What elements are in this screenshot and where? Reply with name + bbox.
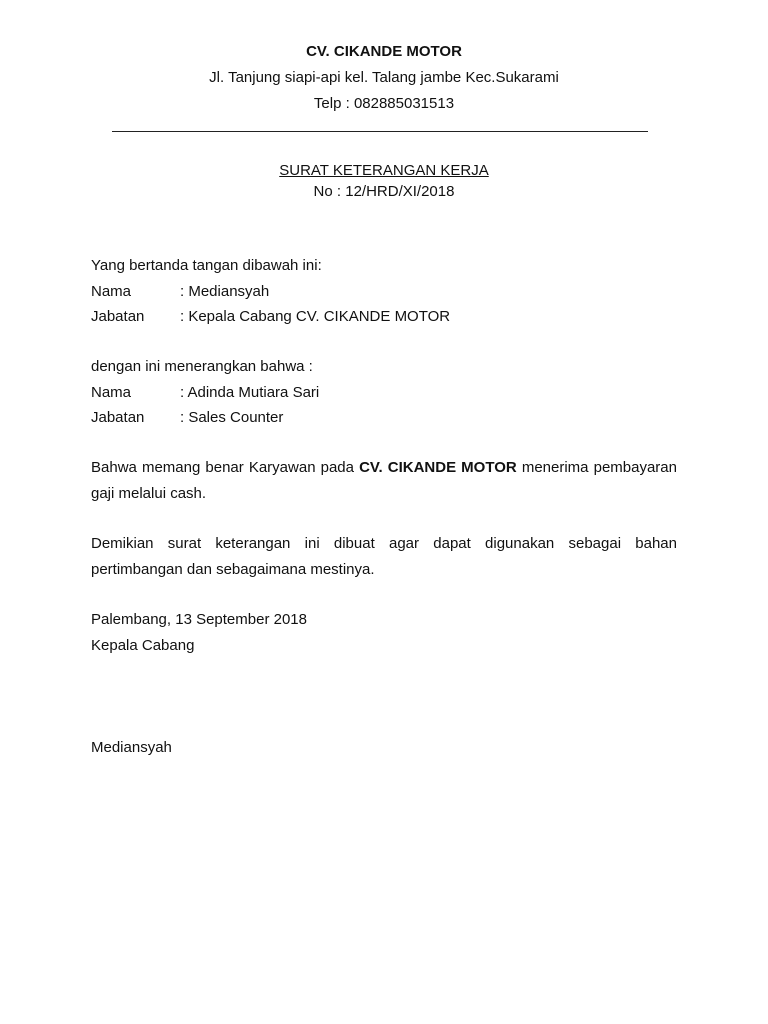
employee-position-value: : Sales Counter [180,409,284,426]
statement-pre: Bahwa memang benar Karyawan pada [91,459,360,476]
signer-name: Mediansyah [91,739,172,756]
signer-name-label: Nama [91,283,132,300]
signer-intro: Yang bertanda tangan dibawah ini: [91,257,322,274]
letterhead-divider [112,131,648,132]
statement-post: menerima pembayaran gaji melalui cash. [91,459,677,502]
employee-name-value: : Adinda Mutiara Sari [180,384,320,401]
letter-title: SURAT KETERANGAN KERJA [279,162,489,179]
signer-title: Kepala Cabang [91,637,195,654]
company-name: CV. CIKANDE MOTOR [306,43,462,60]
signer-name-value: : Mediansyah [180,283,270,300]
signer-position-label: Jabatan [91,308,145,325]
employee-position-label: Jabatan [91,409,145,426]
company-phone: Telp : 082885031513 [313,95,455,112]
statement-company: CV. CIKANDE MOTOR [359,459,517,476]
signer-position-value: : Kepala Cabang CV. CIKANDE MOTOR [180,308,451,325]
closing-paragraph: Demikian surat keterangan ini dibuat agar dapat digunakan sebagai bahan pertimbangan dan sebagaimana mestinya. [91,535,677,578]
statement-paragraph [91,455,677,507]
employee-name-label: Nama [91,384,132,401]
employee-intro: dengan ini menerangkan bahwa : [91,358,313,375]
place-date: Palembang, 13 September 2018 [91,611,307,628]
letter-number: No : 12/HRD/XI/2018 [313,183,455,200]
company-address: Jl. Tanjung siapi-api kel. Talang jambe Kec.Sukarami [209,69,559,86]
